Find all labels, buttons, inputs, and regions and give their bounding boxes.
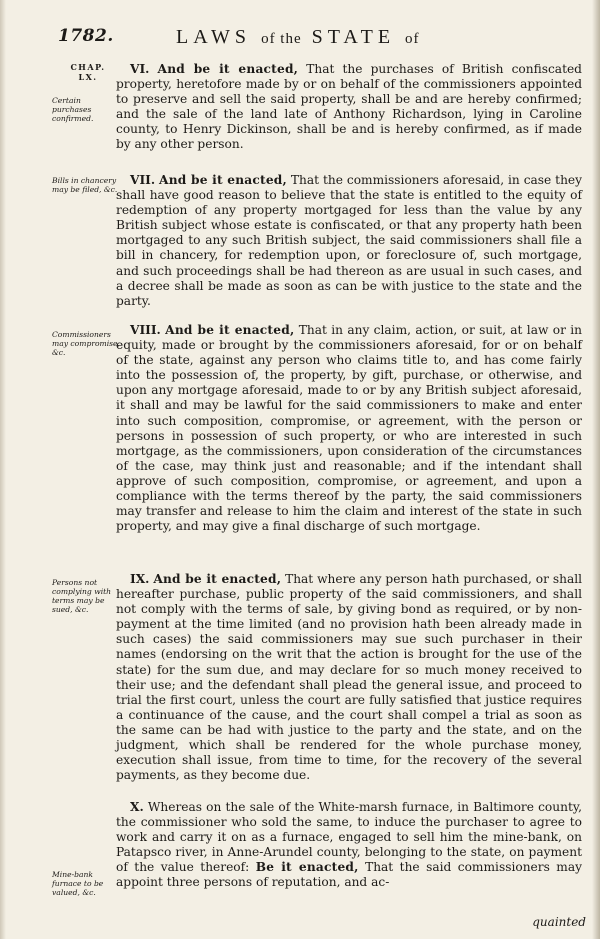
- title-of: of: [405, 31, 420, 47]
- section-text: That in any claim, action, or suit, at law or in equity, made or brought by the commissioners aforesaid, for or on behalf of the state, against any person who claims title to, and has come fairly into the possession of, the property, by gift, purchase, or otherwise, and upon any mortgage aforesaid, made to or by any British subject aforesaid, it shall and may be lawful for the said commissioners to make and enter into such composition, compromise, or agreement, with the person or persons in possession of such property, or who are interested in such mortgage, as the commissioners, upon consideration of the circumstances of the case, may think just and reasonable; and if the intendant shall approve of such composition, compromise, or agreement, and upon a compliance with the terms thereof by the party, the said commissioners may transfer and release to him the claim and interest of the state in such property, and may give a final discharge of such mortgage.: [116, 323, 583, 534]
- section-9: [116, 572, 582, 783]
- section-number: VIII.: [130, 323, 161, 337]
- chapter-word: CHAP.: [70, 62, 106, 72]
- section-8: [116, 323, 582, 534]
- page-year: 1782.: [58, 26, 114, 46]
- margin-note: Certain purchases confirmed.: [52, 96, 94, 123]
- margin-note: Commissioners may compromise, &c.: [52, 330, 120, 357]
- section-number: VII.: [130, 173, 156, 187]
- chapter-number: LX.: [78, 72, 98, 82]
- section-number: IX.: [130, 572, 150, 586]
- page-edge-right: [592, 0, 600, 939]
- enacting-clause: And be it enacted,: [165, 323, 295, 337]
- title-of-the: of the: [261, 31, 302, 47]
- section-text: Whereas on the sale of the White-marsh furnace, in Baltimore county, the commissioner who sold the same, to induce the purchaser to agree to work and carry it on as a furnace, engaged to sell him the mine-bank, on Patapsco river, in Anne-Arundel county, belonging to the state, on payment of the value thereof:: [116, 800, 583, 875]
- section-text: That the commissioners aforesaid, in case they shall have good reason to believe that the state is entitled to the equity of redemption of any property mortgaged for less than the value by any British subject whose estate is confiscated, or that any property hath been mortgaged to any such British subject, the said commissioners shall file a bill in chancery, for redemption upon, or foreclosure of, such mortgage, and such proceedings shall be had thereon as are usual in such cases, and a decree shall be made as soon as can be with justice to the state and the party.: [116, 173, 583, 308]
- section-number: X.: [130, 800, 144, 814]
- catchword: quainted: [532, 915, 586, 929]
- section-6: [116, 62, 582, 153]
- enacting-clause: And be it enacted,: [157, 62, 299, 76]
- section-7: [116, 173, 582, 309]
- margin-note: Mine-bank furnace to be valued, &c.: [52, 870, 104, 897]
- section-text: That the purchases of British confiscated property, heretofore made by or on behalf of the commissioners appointed to preserve and sell the said property, shall be and are hereby confirmed; and the sale of the land late of Anthony Richardson, lying in Caroline county, to Henry Dickinson, shall be and is hereby confirmed, as if made by any other person.: [116, 62, 582, 152]
- running-title: [176, 26, 420, 49]
- section-text-end: That the said commissioners may appoint three persons of reputation, and ac-: [116, 860, 583, 890]
- enacting-clause: And be it enacted,: [153, 572, 282, 586]
- page-edge-left: [0, 0, 6, 939]
- running-header: [58, 26, 586, 50]
- enacting-clause: Be it enacted,: [255, 860, 359, 875]
- enacting-clause: And be it enacted,: [159, 173, 287, 187]
- section-10: [116, 800, 582, 891]
- title-state: STATE: [311, 26, 396, 48]
- chapter-label: [58, 62, 118, 82]
- margin-note: Bills in chancery may be filed, &c.: [52, 176, 118, 194]
- section-number: VI.: [130, 62, 150, 76]
- section-text: That where any person hath purchased, or shall hereafter purchase, public property of the said commissioners, and shall not comply with the terms of sale, by giving bond as required, or by non-payment at the time limited (and no provision hath been already made in such cases) the said commissioners may sue such purchaser in their names (endorsing on the writ that the action is brought for the use of the state) for the sum due, and may declare for so much money received to their use; and the defendant shall plead the general issue, and proceed to trial the first court, unless the court are fully satisfied that justice requires a continuance of the cause, and the court shall compel a trial as soon as the same can be had with justice to the party and the state, and on the judgment, which shall be rendered for the whole purchase money, execution shall issue, from time to time, for the recovery of the several payments, as they become due.: [116, 572, 583, 783]
- margin-note: Persons not complying with terms may be sued, &c.: [52, 578, 112, 614]
- title-laws: LAWS: [176, 26, 252, 48]
